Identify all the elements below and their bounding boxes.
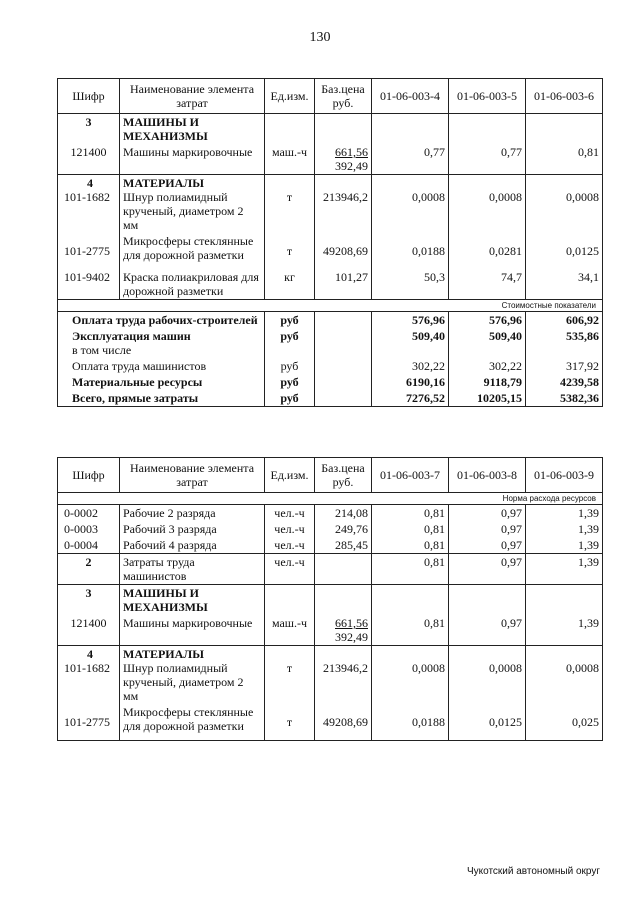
row-value-2: 74,7 (449, 269, 526, 300)
header-col-2: 01-06-003-8 (449, 458, 526, 493)
section-row-machines (58, 114, 603, 145)
section-row-materials (58, 646, 603, 705)
summary-value-3: 4239,58 (526, 374, 603, 390)
row-price: 49208,69 (315, 704, 372, 740)
row-name: Рабочие 2 разряда (120, 505, 265, 522)
summary-value-3: 535,86 (526, 328, 603, 358)
row-code: 0-0003 (58, 521, 120, 537)
row-code: 101-2775 (58, 233, 120, 269)
header-name: Наименование элемента затрат (120, 79, 265, 114)
row-price: 49208,69 (315, 233, 372, 269)
material-name: Шнур полиамидный крученый, диаметром 2 мм (123, 190, 244, 232)
summary-unit: руб (265, 390, 315, 407)
header-col-1: 01-06-003-4 (372, 79, 449, 114)
row-value-3: 0,025 (526, 704, 603, 740)
row-code: 0-0004 (58, 537, 120, 554)
row-name (120, 175, 265, 234)
row-unit: чел.-ч (265, 505, 315, 522)
section-number: 4 (87, 647, 93, 661)
price-sub: 392,49 (335, 159, 368, 173)
row-price (315, 144, 372, 175)
row-unit: чел.-ч (265, 554, 315, 585)
row-value-1: 0,0188 (372, 704, 449, 740)
footer-region-name: Чукотский автономный округ (466, 866, 600, 877)
row-value-2: 0,97 (449, 505, 526, 522)
summary-value-3: 5382,36 (526, 390, 603, 407)
summary-label: Материальные ресурсы (58, 374, 265, 390)
price-main: 661,56 (335, 145, 368, 159)
row-value-3: 1,39 (526, 505, 603, 522)
header-unit: Ед.изм. (265, 458, 315, 493)
row-value-1: 0,0008 (372, 646, 449, 705)
row-unit: маш.-ч (265, 615, 315, 646)
row-code: 101-9402 (58, 269, 120, 300)
summary-value-1: 6190,16 (372, 374, 449, 390)
row-price: 285,45 (315, 537, 372, 554)
summary-sublabel: в том числе (72, 343, 132, 357)
row-value-2: 0,0281 (449, 233, 526, 269)
header-code: Шифр (58, 458, 120, 493)
table-row (58, 521, 603, 537)
summary-value-2: 576,96 (449, 312, 526, 329)
summary-label: Оплата труда машинистов (58, 358, 265, 374)
material-code: 101-1682 (64, 661, 110, 675)
row-price: 214,08 (315, 505, 372, 522)
row-unit: т (265, 704, 315, 740)
table-row (58, 704, 603, 740)
resource-table-1 (57, 78, 603, 407)
row-value-1: 0,81 (372, 521, 449, 537)
summary-value-1: 576,96 (372, 312, 449, 329)
row-code: 121400 (58, 615, 120, 646)
row-value-2: 0,97 (449, 537, 526, 554)
row-value-3: 0,0125 (526, 233, 603, 269)
summary-value-3: 317,92 (526, 358, 603, 374)
row-value-1: 50,3 (372, 269, 449, 300)
summary-value-2: 302,22 (449, 358, 526, 374)
summary-row (58, 374, 603, 390)
table-row (58, 505, 603, 522)
table-row (58, 144, 603, 175)
row-value-3: 0,0008 (526, 646, 603, 705)
table-row (58, 615, 603, 646)
cost-note-row (58, 300, 603, 312)
row-value-2: 0,77 (449, 144, 526, 175)
row-value-3: 1,39 (526, 537, 603, 554)
summary-unit: руб (265, 328, 315, 358)
row-name: Микросферы стеклянные для дорожной разметки (120, 704, 265, 740)
row-price (315, 615, 372, 646)
header-col-3: 01-06-003-9 (526, 458, 603, 493)
row-name: Рабочий 4 разряда (120, 537, 265, 554)
header-col-2: 01-06-003-5 (449, 79, 526, 114)
row-code (58, 175, 120, 234)
summary-value-2: 509,40 (449, 328, 526, 358)
summary-value-1: 7276,52 (372, 390, 449, 407)
row-value-3: 0,81 (526, 144, 603, 175)
price-main: 661,56 (335, 616, 368, 630)
row-code: 101-2775 (58, 704, 120, 740)
row-value-2: 0,97 (449, 554, 526, 585)
summary-value-3: 606,92 (526, 312, 603, 329)
row-name: Затраты труда машинистов (120, 554, 265, 585)
table-row (58, 233, 603, 269)
table-row (58, 537, 603, 554)
row-value-1: 0,0188 (372, 233, 449, 269)
table-header-row (58, 458, 603, 493)
header-col-1: 01-06-003-7 (372, 458, 449, 493)
table-row (58, 554, 603, 585)
summary-row (58, 358, 603, 374)
row-value-1: 0,81 (372, 554, 449, 585)
price-sub: 392,49 (335, 630, 368, 644)
row-price: 101,27 (315, 269, 372, 300)
row-value-2: 0,97 (449, 615, 526, 646)
row-unit: т (265, 646, 315, 705)
row-name: Машины маркировочные (120, 615, 265, 646)
resource-table-2 (57, 457, 603, 741)
row-value-3: 1,39 (526, 521, 603, 537)
row-value-2: 0,0008 (449, 175, 526, 234)
row-value-2: 0,0125 (449, 704, 526, 740)
section-row-machines (58, 585, 603, 616)
norm-note: Норма расхода ресурсов (372, 493, 603, 505)
section-title: МАШИНЫ И МЕХАНИЗМЫ (120, 585, 265, 616)
summary-unit: руб (265, 358, 315, 374)
row-value-3: 1,39 (526, 554, 603, 585)
row-value-3: 0,0008 (526, 175, 603, 234)
summary-value-2: 9118,79 (449, 374, 526, 390)
section-row-materials (58, 175, 603, 234)
section-title: МАТЕРИАЛЫ (123, 176, 204, 190)
row-unit: кг (265, 269, 315, 300)
header-name: Наименование элемента затрат (120, 458, 265, 493)
row-name: Микросферы стеклянные для дорожной разметки (120, 233, 265, 269)
page-number: 130 (309, 30, 331, 45)
section-number: 4 (87, 176, 93, 190)
row-name: Машины маркировочные (120, 144, 265, 175)
row-code: 121400 (58, 144, 120, 175)
row-name: Краска полиакриловая для дорожной разметки (120, 269, 265, 300)
table-header-row (58, 79, 603, 114)
section-title: МАТЕРИАЛЫ (123, 647, 204, 661)
row-code: 0-0002 (58, 505, 120, 522)
summary-row (58, 312, 603, 329)
header-price: Баз.цена руб. (315, 458, 372, 493)
row-unit: т (265, 175, 315, 234)
summary-row (58, 328, 603, 358)
header-price: Баз.цена руб. (315, 79, 372, 114)
norm-note-row (58, 493, 603, 505)
summary-label: Оплата труда рабочих-строителей (58, 312, 265, 329)
section-title: МАШИНЫ И МЕХАНИЗМЫ (120, 114, 265, 145)
row-value-2: 0,0008 (449, 646, 526, 705)
summary-unit: руб (265, 312, 315, 329)
row-price: 213946,2 (315, 175, 372, 234)
summary-label: Всего, прямые затраты (58, 390, 265, 407)
row-value-3: 1,39 (526, 615, 603, 646)
row-unit: чел.-ч (265, 521, 315, 537)
row-value-1: 0,81 (372, 505, 449, 522)
row-value-2: 0,97 (449, 521, 526, 537)
row-value-1: 0,77 (372, 144, 449, 175)
summary-value-2: 10205,15 (449, 390, 526, 407)
row-unit: т (265, 233, 315, 269)
material-code: 101-1682 (64, 190, 110, 204)
cost-note: Стоимостные показатели (372, 300, 603, 312)
row-unit: чел.-ч (265, 537, 315, 554)
table-row (58, 269, 603, 300)
header-unit: Ед.изм. (265, 79, 315, 114)
section-number: 3 (58, 585, 120, 616)
row-unit: маш.-ч (265, 144, 315, 175)
row-code (58, 646, 120, 705)
row-price: 213946,2 (315, 646, 372, 705)
summary-value-1: 509,40 (372, 328, 449, 358)
row-value-1: 0,81 (372, 537, 449, 554)
row-name: Рабочий 3 разряда (120, 521, 265, 537)
summary-label: Эксплуатация машин в том числе (58, 328, 265, 358)
row-name (120, 646, 265, 705)
row-price: 249,76 (315, 521, 372, 537)
header-code: Шифр (58, 79, 120, 114)
row-value-1: 0,0008 (372, 175, 449, 234)
section-number: 3 (58, 114, 120, 145)
section-number: 2 (58, 554, 120, 585)
summary-unit: руб (265, 374, 315, 390)
summary-value-1: 302,22 (372, 358, 449, 374)
summary-row-total (58, 390, 603, 407)
header-col-3: 01-06-003-6 (526, 79, 603, 114)
material-name: Шнур полиамидный крученый, диаметром 2 мм (123, 661, 244, 703)
row-value-1: 0,81 (372, 615, 449, 646)
row-value-3: 34,1 (526, 269, 603, 300)
